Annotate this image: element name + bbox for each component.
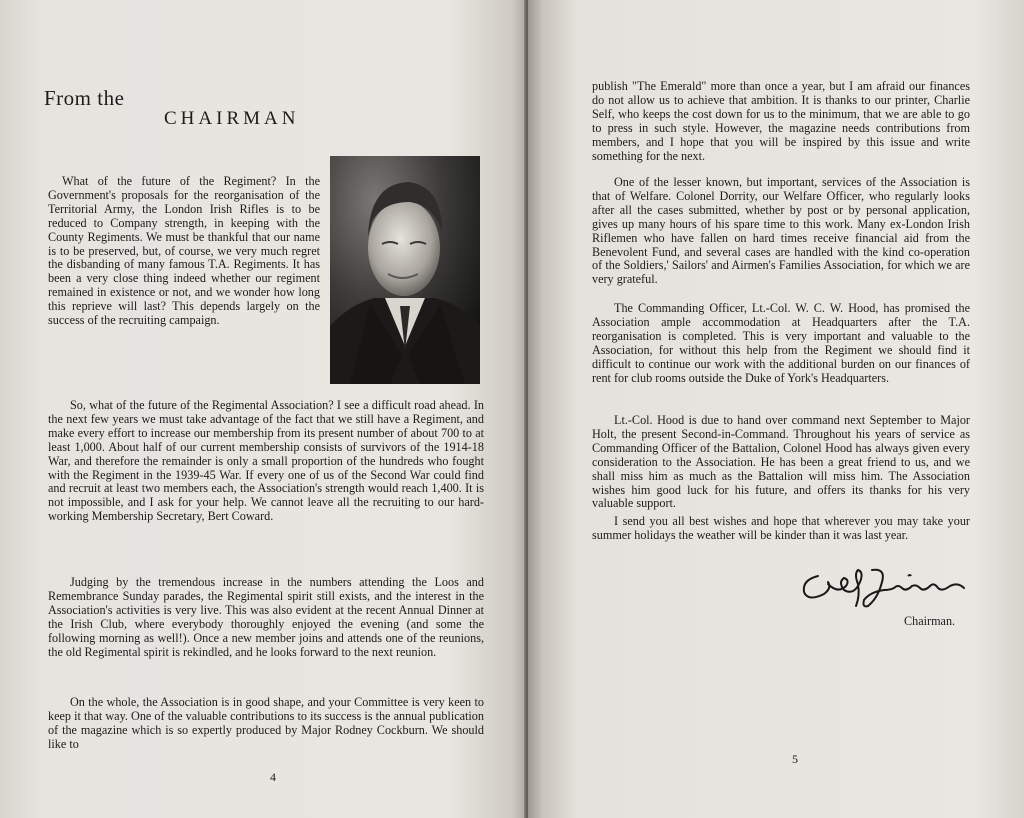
heading-from-the: From the xyxy=(44,86,125,110)
heading-chairman: CHAIRMAN xyxy=(164,108,300,129)
paragraph-regimental-spirit: Judging by the tremendous increase in the numbers attending the Loos and Remembrance Sunday parades, the Regimental spirit still exists, and the interest in the Association's activities is very live. This was also evident at the recent Annual Dinner at the Irish Club, where everybody thoroughly enjoyed the evening (and some the following morning as well!). Once a new member joins and attends one of the reunions, the old Regimental spirit is rekindled, and he looks forward to the next reunion. xyxy=(48,575,484,659)
page-number-left: 4 xyxy=(270,770,276,784)
paragraph-welfare: One of the lesser known, but important, services of the Association is that of Welfare. Colonel Dorrity, our Welfare Officer, who regularly looks after all the cases submitted, whether by post or by personal application, gives up many hours of his spare time to this work. Many ex-London Irish Riflemen who have fallen on hard times receive financial aid from the Benevolent Fund, and several cases are handled with the kind co-operation of the Soldiers,' Sailors' and Airmen's Families Association, for which we are very grateful. xyxy=(592,175,970,287)
paragraph-future-of-regiment: What of the future of the Regiment? In the Government's proposals for the reorganisation of the Territorial Army, the London Irish Rifles is to be reduced to Company strength, in keeping with the County Regiments. We must be thankful that our name is to be preserved, but, of course, we very much regret the disbanding of many famous T.A. Regiments. It has been a very close thing indeed whether our regiment remained in existence or not, and we wonder how long this reprieve will last? This depends largely on the success of the recruiting campaign. xyxy=(48,174,320,328)
paragraph-commanding-officer: The Commanding Officer, Lt.-Col. W. C. W. Hood, has promised the Association ample accommodation at Headquarters after the T.A. reorganisation is completed. This is very important and valuable to the Association, for without this help from the Regiment we should find it difficult to continue our work with the additional burden on our finances of rent for club rooms outside the Duke of York's Headquarters. xyxy=(592,301,970,385)
closing-title: Chairman. xyxy=(904,614,956,628)
paragraph-future-of-association: So, what of the future of the Regimental Association? I see a difficult road ahead. In the next few years we must take advantage of the fact that we still have a Regiment, and make every effort to increase our membership from its present number of about 700 to at least 1,000. About half of our current membership consists of survivors of the 1914-18 War, and therefore the remainder is only a small proportion of the hundreds who fought with the Regiment in the 1939-45 War. If every one of us of the Second War could find and recruit at least two members each, the Association's strength would reach 1,400. It is not impossible, and I ask for your help. We cannot leave all the recruiting to our hard-working Membership Secretary, Bert Coward. xyxy=(48,398,484,524)
paragraph-best-wishes: I send you all best wishes and hope that wherever you may take your summer holidays the weather will be kinder than it was last year. xyxy=(592,514,970,542)
page-number-right: 5 xyxy=(792,752,798,766)
paragraph-association-shape: On the whole, the Association is in good shape, and your Committee is very keen to keep it that way. One of the valuable contributions to its success is the annual publication of the magazine which is so expertly produced by Major Rodney Cockburn. We should like to xyxy=(48,695,484,751)
handwritten-signature xyxy=(798,562,968,612)
paragraph-the-emerald: publish "The Emerald" more than once a year, but I am afraid our finances do not allow us to achieve that ambition. It is thanks to our printer, Charlie Self, who keeps the cost down for us to the minimum, that we are able to go to press in such style. However, the magazine needs contributions from members, and I hope that you will be inspired by this issue and write something for the next. xyxy=(592,79,970,163)
chairman-portrait-photo xyxy=(330,156,480,384)
paragraph-lt-col-hood: Lt.-Col. Hood is due to hand over command next September to Major Holt, the present Second-in-Command. Throughout his years of service as Commanding Officer of the Battalion, Colonel Hood has always given every consideration to the Association. He has been a great friend to us, and we shall miss him as much as the Battalion will miss him. The Association wishes him good luck for his future, and offers its thanks for his very valuable support. xyxy=(592,413,970,511)
portrait-illustration xyxy=(330,156,480,384)
signature-scribble xyxy=(798,562,968,612)
